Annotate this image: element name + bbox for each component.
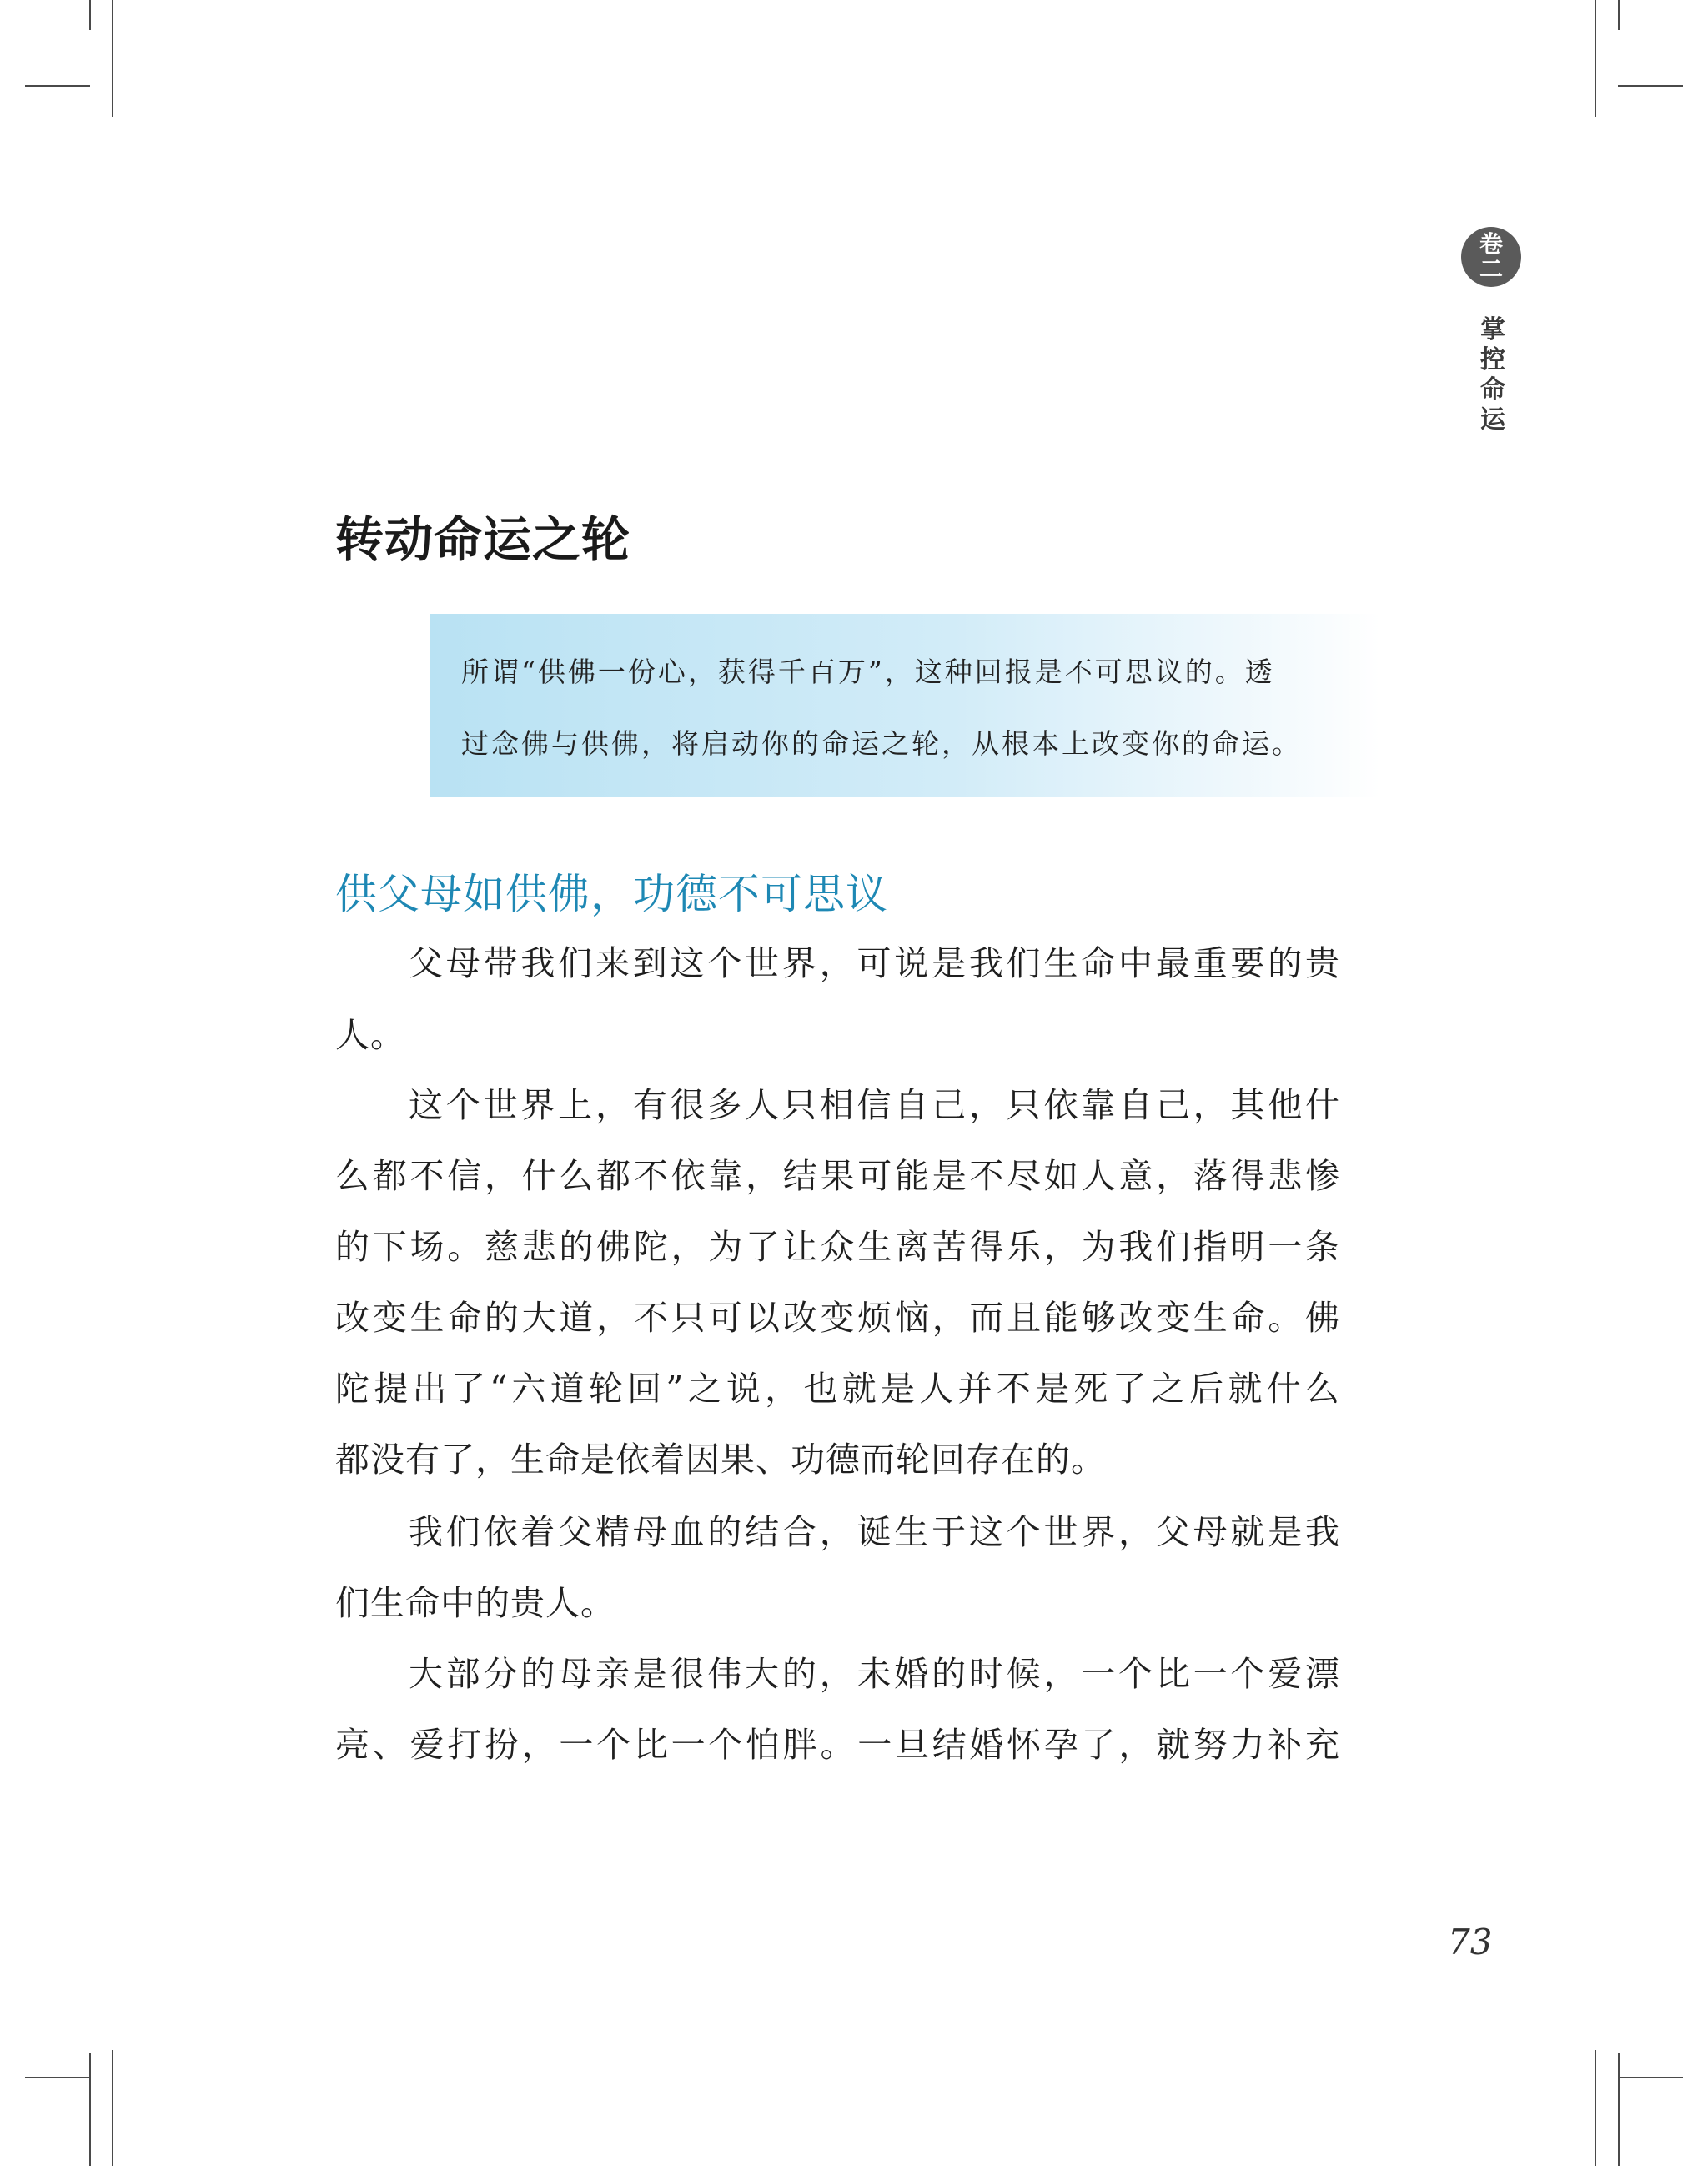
body-line: 这个世界上，有很多人只相信自己，只依靠自己，其他什	[409, 1085, 1340, 1125]
page-number: 73	[1448, 1922, 1493, 1962]
section-char: 命	[1480, 375, 1505, 405]
crop-mark	[1618, 85, 1683, 87]
section-char: 控	[1480, 345, 1505, 374]
body-line: 改变生命的大道，不只可以改变烦恼，而且能够改变生命。佛	[335, 1298, 1340, 1338]
volume-badge	[1461, 227, 1521, 287]
section-char: 掌	[1480, 315, 1505, 344]
intro-line: 所谓“供佛一份心，获得千百万”，这种回报是不可思议的。透	[461, 656, 1275, 688]
body-line: 们生命中的贵人。	[335, 1583, 615, 1623]
body-line: 人。	[335, 1015, 405, 1055]
body-line: 大部分的母亲是很伟大的，未婚的时候，一个比一个爱漂	[409, 1654, 1340, 1694]
crop-mark	[112, 0, 113, 117]
crop-mark	[89, 0, 91, 30]
volume-char: 卷	[1479, 230, 1503, 258]
intro-box	[430, 614, 1380, 797]
volume-char: 二	[1479, 255, 1503, 283]
crop-mark	[89, 2053, 91, 2166]
body-line: 亮、爱打扮，一个比一个怕胖。一旦结婚怀孕了，就努力补充	[335, 1725, 1340, 1765]
body-line: 父母带我们来到这个世界，可说是我们生命中最重要的贵	[409, 943, 1340, 983]
body-line: 都没有了，生命是依着因果、功德而轮回存在的。	[335, 1440, 1106, 1480]
crop-mark	[1618, 2077, 1683, 2078]
crop-mark	[25, 85, 90, 87]
crop-mark	[1618, 2053, 1620, 2166]
section-subheading: 供父母如供佛，功德不可思议	[335, 870, 888, 918]
crop-mark	[1595, 2050, 1596, 2166]
section-char: 运	[1480, 405, 1505, 435]
crop-mark	[1618, 0, 1620, 30]
chapter-title: 转动命运之轮	[335, 511, 631, 568]
crop-mark	[25, 2077, 90, 2078]
crop-mark	[1595, 0, 1596, 117]
body-line: 么都不信，什么都不依靠，结果可能是不尽如人意，落得悲惨	[335, 1156, 1340, 1196]
section-name-vertical	[1476, 315, 1510, 435]
body-line: 陀提出了“六道轮回”之说，也就是人并不是死了之后就什么	[335, 1369, 1340, 1409]
intro-line: 过念佛与供佛，将启动你的命运之轮，从根本上改变你的命运。	[461, 727, 1302, 760]
body-line: 的下场。慈悲的佛陀，为了让众生离苦得乐，为我们指明一条	[335, 1227, 1340, 1267]
crop-mark	[112, 2050, 113, 2166]
body-line: 我们依着父精母血的结合，诞生于这个世界，父母就是我	[409, 1512, 1340, 1552]
